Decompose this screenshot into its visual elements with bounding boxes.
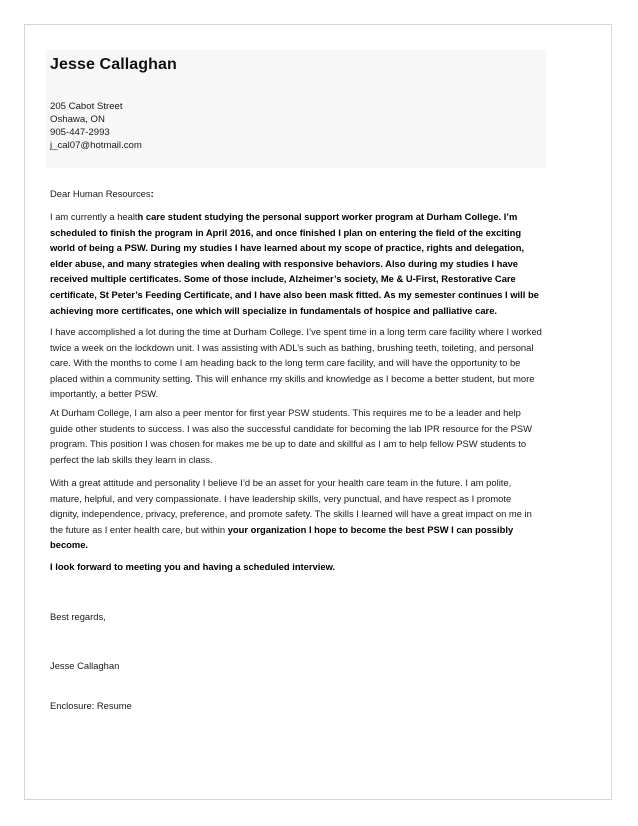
paragraph-5-text: I look forward to meeting you and having a scheduled interview. [50,561,336,572]
enclosure [50,698,542,714]
sender-city: Oshawa, ON [50,114,105,125]
salutation [50,186,542,202]
paragraph-4 [50,475,542,553]
paragraph-4-bold: your organization I hope to become the best PSW I can possibly become. [50,523,514,551]
paragraph-2 [50,324,542,402]
paragraph-5 [50,559,542,575]
enclosure-text: Enclosure: Resume [50,700,132,711]
paragraph-1 [50,209,542,318]
paragraph-4-plain: With a great attitude and personality I believe I’d be an asset for your health care team in the future. I am polite, mature, helpful, and very compassionate. I have leadership skills, very punctual, and have respect as I promote dignity, independence, privacy, preference, and promote safety. The skills I learned will have a great impact on me in the future as I enter health care, but within [50,477,532,535]
signature-text: Jesse Callaghan [50,660,120,671]
closing [50,609,542,625]
salutation-text: Dear Human Resources [50,188,151,199]
paragraph-3 [50,405,542,467]
salutation-punct: : [150,188,154,199]
paragraph-3-text: At Durham College, I am also a peer mentor for first year PSW students. This requires me to be a leader and help guide other students to success. I was also the successful candidate for becoming the lab IPR resource for the PSW program. This position I was chosen for makes me be up to date and skillful as I am to help fellow PSW students to perfect the lab skills they learn in class. [50,407,533,465]
signature [50,658,542,674]
closing-text: Best regards, [50,611,106,622]
sender-email: j_cal07@hotmail.com [50,140,142,151]
paragraph-1-plain: I am currently a healt [50,211,138,222]
sender-street: 205 Cabot Street [50,101,123,112]
paragraph-2-text: I have accomplished a lot during the time at Durham College. I’ve spent time in a long term care facility where I worked twice a week on the lockdown unit. I was assisting with ADL’s such as bathing, brushing teeth, toileting, and personal care. With the months to come I am heading back to the long term care facility, and will have the opportunity to be placed within a community setting. This will enhance my skills and knowledge as I become a better student, but more importantly, a better PSW. [50,326,542,400]
sender-name: Jesse Callaghan [50,56,177,73]
paragraph-1-bold: h care student studying the personal support worker program at Durham College. I’m scheduled to finish the program in April 2016, and once finished I plan on entering the field of the exciting world of being a PSW. During my studies I have learned about my scope of practice, rights and delegation, elder abuse, and many strategies when dealing with responsive behaviors. Also during my studies I have received multiple certificates. Some of those include, Alzheimer’s society, Me & U-First, Restorative Care certificate, St Peter’s Feeding Certificate, and I have also been mask fitted. As my semester continues I will be achieving more certificates, one which will specialize in fundamentals of hospice and palliative care. [50,211,539,316]
sender-phone: 905-447-2993 [50,127,110,138]
